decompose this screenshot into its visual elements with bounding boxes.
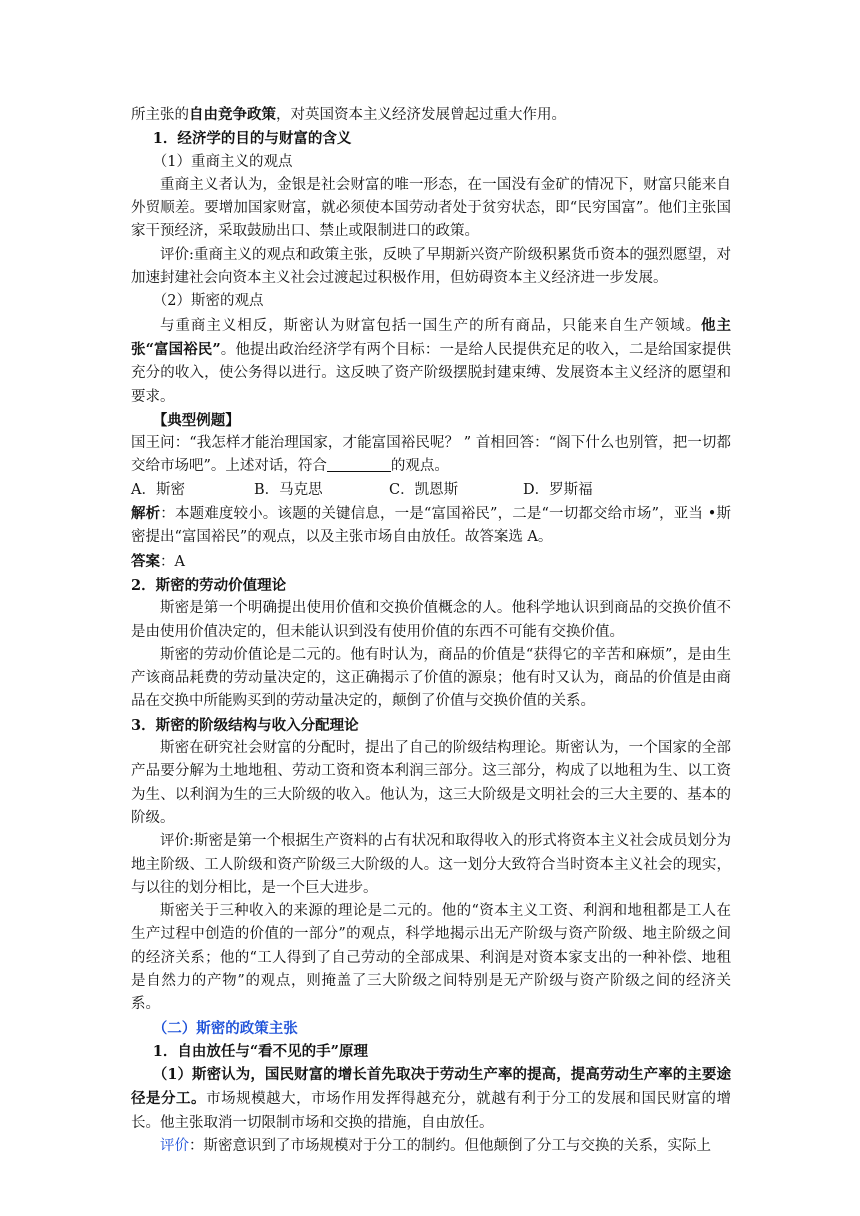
subheading-mercantilism: （1）重商主义的观点 <box>152 153 293 170</box>
subheading-smith-view: （2）斯密的观点 <box>152 293 264 310</box>
paragraph-class-structure: 斯密在研究社会财富的分配时，提出了自己的阶级结构理论。斯密认为，一个国家的全部产品要分解为土地地租、劳动工资和资本利润三部分。这三部分，构成了以地租为生、以工资为生、以利润为生的三大阶级的收入。他认为，这三大阶级是文明社会的三大主要的、基本的阶级。 <box>131 740 731 826</box>
paragraph-division-of-labor <box>131 1063 731 1135</box>
section-policy-heading: （二）斯密的政策主张 <box>152 1019 298 1037</box>
evaluation-label: 评价 <box>160 1138 189 1155</box>
choice-a: A．斯密 <box>131 481 185 498</box>
text-run: 国王问：“我怎样才能治理国家，才能富国裕民呢？ ” 首相回答：“阁下什么也别管，把一切都交给市场吧”。上述对话，符合 <box>131 435 731 475</box>
answer-blank <box>327 456 391 472</box>
text-run: ，对英国资本主义经济发展曾起过重大作用。 <box>276 107 566 123</box>
heading-labor-value-theory: 2．斯密的劳动价值理论 <box>131 576 287 594</box>
example-choices <box>131 479 731 502</box>
bold-term: 自由竞争政策 <box>189 106 276 123</box>
example-question <box>131 432 731 479</box>
paragraph-intro-line <box>131 103 731 127</box>
example-title: 【典型例题】 <box>152 411 240 429</box>
paragraph-labor-value-2: 斯密的劳动价值论是二元的。他有时认为，商品的价值是“获得它的辛苦和麻烦”，是由生产该商品耗费的劳动量决定的，这正确揭示了价值的源泉；他有时又认为，商品的价值是由商品在交换中所能购买到的劳动量决定的，颠倒了价值与交换价值的关系。 <box>131 646 731 710</box>
paragraph-class-evaluation: 评价:斯密是第一个根据生产资料的占有状况和取得收入的形式将资本主义社会成员划分为地主阶级、工人阶级和资产阶级三大阶级的人。这一划分大致符合当时资本主义社会的现实，与以往的划分相比，是一个巨大进步。 <box>131 833 731 896</box>
paragraph-mercantilism: 重商主义者认为，金银是社会财富的唯一形态，在一国没有金矿的情况下，财富只能来自外贸顺差。要增加国家财富，就必须使本国劳动者处于贫穷状态，即“民穷国富”。他们主张国家干预经济，采取鼓励出口、禁止或限制进口的政策。 <box>131 176 731 240</box>
analysis-label: 解析 <box>131 505 161 523</box>
paragraph-income-sources: 斯密关于三种收入的来源的理论是二元的。他的“资本主义工资、利润和地租都是工人在生产过程中创造的价值的一部分”的观点，科学地揭示出无产阶级与资产阶级、地主阶级之间的经济关系；他的“工人得到了自己劳动的全部成果、利润是对资本家支出的一种补偿、地租是自然力的产物”的观点，则掩盖了三大阶级之间特别是无产阶级与资产阶级之间的经济关系。 <box>131 903 731 1013</box>
choice-d: D．罗斯福 <box>523 481 593 498</box>
text-run: 所主张的 <box>131 107 189 123</box>
document-body <box>131 103 731 1158</box>
example-analysis <box>131 502 731 550</box>
bold-term: 他主张“富国裕民” <box>131 316 732 358</box>
text-run: 市场规模越大，市场作用发挥得越充分，就越有利于分工的发展和国民财富的增长。他主张取消一切限制市场和交换的措施，自由放任。 <box>131 1091 732 1131</box>
bold-term: （1）斯密认为，国民财富的增长首先取决于劳动生产率的提高，提高劳动生产率的主要途径是分工。 <box>131 1066 731 1108</box>
paragraph-smith-view <box>131 314 731 409</box>
heading-laissez-faire: 1．自由放任与“看不见的手”原理 <box>152 1042 369 1060</box>
answer-label: 答案 <box>131 552 160 570</box>
text-run: 。他提出政治经济学有两个目标：一是给人民提供充足的收入，二是给国家提供充分的收入，使公务得以进行。这反映了资产阶级摆脱封建束缚、发展资本主义经济的愿望和要求。 <box>131 341 731 405</box>
choice-c: C．凯恩斯 <box>389 481 459 498</box>
text-run: 与重商主义相反，斯密认为财富包括一国生产的所有商品，只能来自生产领域。 <box>160 317 702 334</box>
text-run: ：A <box>160 553 185 570</box>
paragraph-labor-value-1: 斯密是第一个明确提出使用价值和交换价值概念的人。他科学地认识到商品的交换价值不是由使用价值决定的，但未能认识到没有使用价值的东西不可能有交换价值。 <box>131 600 731 640</box>
text-run: 的观点。 <box>390 458 449 475</box>
heading-class-structure: 3．斯密的阶级结构与收入分配理论 <box>131 716 359 734</box>
text-run: ：斯密意识到了市场规模对于分工的制约。但他颠倒了分工与交换的关系，实际上 <box>189 1138 711 1155</box>
heading-economics-purpose: 1．经济学的目的与财富的含义 <box>152 130 352 148</box>
text-run: ：本题难度较小。该题的关键信息，一是“富国裕民”，二是“一切都交给市场”，亚当 •斯密提出“富国裕民”的观点，以及主张市场自由放任。故答案选 A。 <box>131 506 732 546</box>
choice-b: B．马克思 <box>254 481 323 498</box>
paragraph-mercantilism-evaluation: 评价:重商主义的观点和政策主张，反映了早期新兴资产阶级积累货币资本的强烈愿望，对加速封建社会向资本主义社会过渡起过积极作用，但妨碍资本主义经济进一步发展。 <box>131 246 731 287</box>
example-answer <box>131 550 731 574</box>
paragraph-division-evaluation <box>131 1135 731 1158</box>
